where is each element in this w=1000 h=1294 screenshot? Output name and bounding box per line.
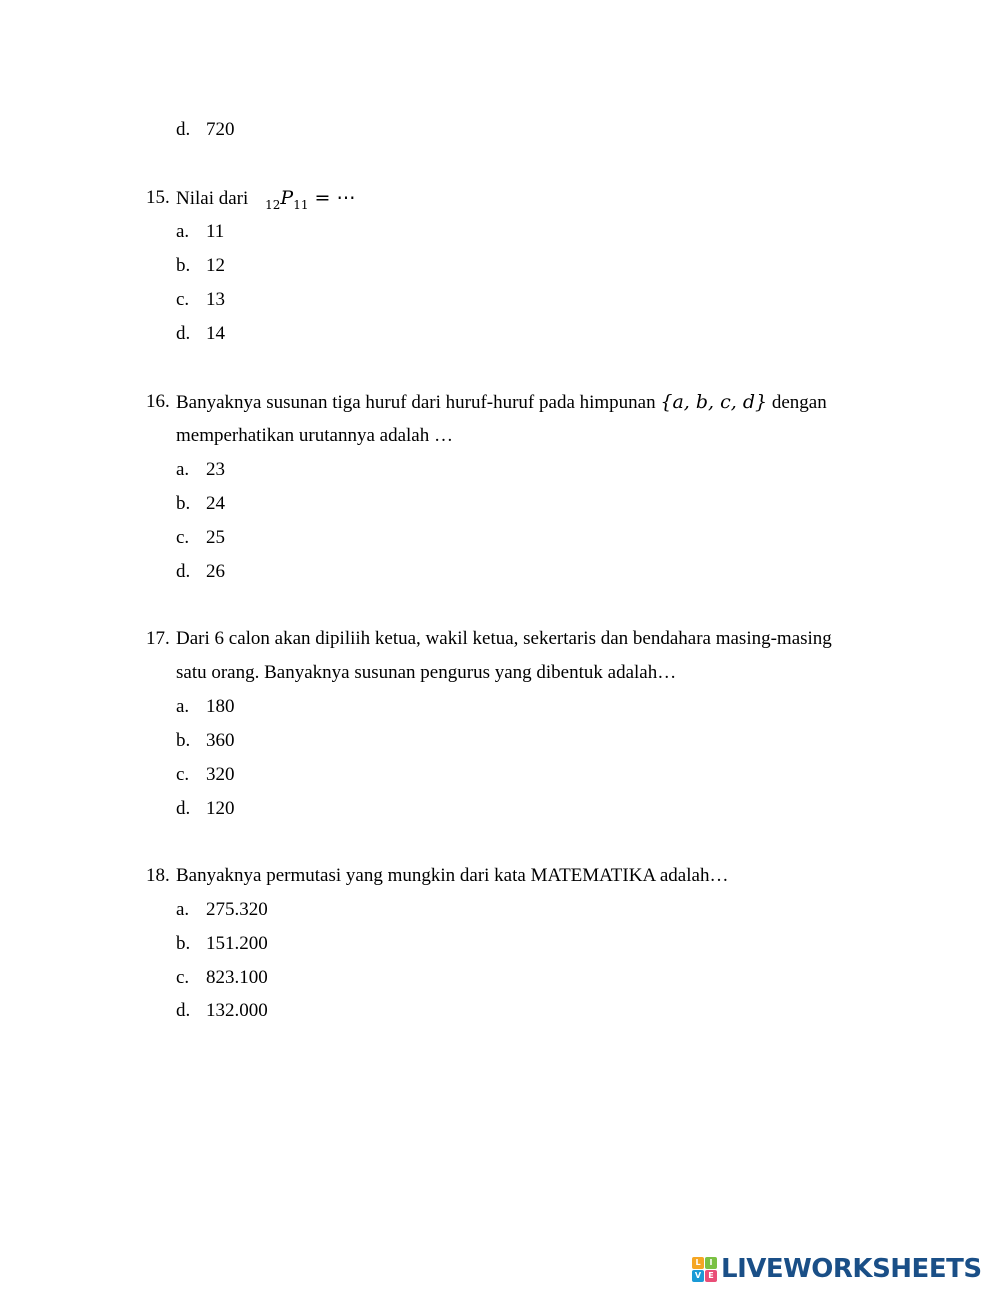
option-letter: a. (176, 696, 190, 717)
option-value: 720 (206, 119, 235, 140)
question-number: 17. (146, 628, 170, 649)
question-number: 15. (146, 187, 170, 208)
formula-pre-subscript: 12 (265, 197, 281, 212)
question-number: 18. (146, 865, 170, 886)
option-letter: b. (176, 933, 191, 954)
option-letter: d. (176, 1000, 191, 1021)
formula-tail: = ⋯ (308, 187, 356, 209)
option-letter: d. (176, 561, 191, 582)
option-value: 13 (206, 289, 225, 310)
option-value: 120 (206, 798, 235, 819)
liveworksheets-brand[interactable] (692, 1254, 982, 1284)
option-letter: c. (176, 289, 190, 310)
option-value: 25 (206, 527, 225, 548)
logo-tile: L (692, 1257, 704, 1269)
question-text (176, 186, 355, 217)
option-letter: d. (176, 119, 191, 140)
formula-post-subscript: 11 (293, 197, 309, 212)
option-value: 14 (206, 323, 225, 344)
option-value: 12 (206, 255, 225, 276)
option-letter: c. (176, 764, 190, 785)
option-letter: c. (176, 527, 190, 548)
question-text-line-1 (176, 390, 827, 415)
option-value: 823.100 (206, 967, 268, 988)
logo-tile: E (705, 1270, 717, 1282)
option-value: 151.200 (206, 933, 268, 954)
option-letter: b. (176, 255, 191, 276)
question-text-line-2: memperhatikan urutannya adalah … (176, 425, 453, 446)
option-letter: a. (176, 899, 190, 920)
option-value: 320 (206, 764, 235, 785)
option-value: 180 (206, 696, 235, 717)
question-text-prefix: Banyaknya susunan tiga huruf dari huruf-huruf pada himpunan (176, 392, 656, 413)
option-value: 360 (206, 730, 235, 751)
brand-text: LIVEWORKSHEETS (721, 1254, 982, 1284)
option-letter: a. (176, 221, 190, 242)
option-letter: a. (176, 459, 190, 480)
question-text-prefix: Nilai dari (176, 188, 249, 209)
liveworksheets-logo-icon (692, 1257, 717, 1282)
logo-tile: I (705, 1257, 717, 1269)
question-text-line-2: satu orang. Banyaknya susunan pengurus yang dibentuk adalah… (176, 662, 677, 683)
formula-symbol: P (280, 187, 294, 209)
question-text-line-1: Dari 6 calon akan dipiliih ketua, wakil ketua, sekertaris dan bendahara masing-masing (176, 628, 832, 649)
option-value: 11 (206, 221, 225, 242)
option-value: 275.320 (206, 899, 268, 920)
option-letter: d. (176, 323, 191, 344)
option-letter: c. (176, 967, 190, 988)
question-text-line-1: Banyaknya permutasi yang mungkin dari kata MATEMATIKA adalah… (176, 865, 729, 886)
option-value: 24 (206, 493, 225, 514)
question-number: 16. (146, 391, 170, 412)
option-letter: d. (176, 798, 191, 819)
option-letter: b. (176, 730, 191, 751)
permutation-formula (253, 187, 356, 212)
option-value: 26 (206, 561, 225, 582)
set-notation: {a, b, c, d} (660, 391, 768, 413)
logo-tile: V (692, 1270, 704, 1282)
option-value: 23 (206, 459, 225, 480)
option-value: 132.000 (206, 1000, 268, 1021)
question-text-suffix: dengan (771, 392, 827, 413)
option-letter: b. (176, 493, 191, 514)
